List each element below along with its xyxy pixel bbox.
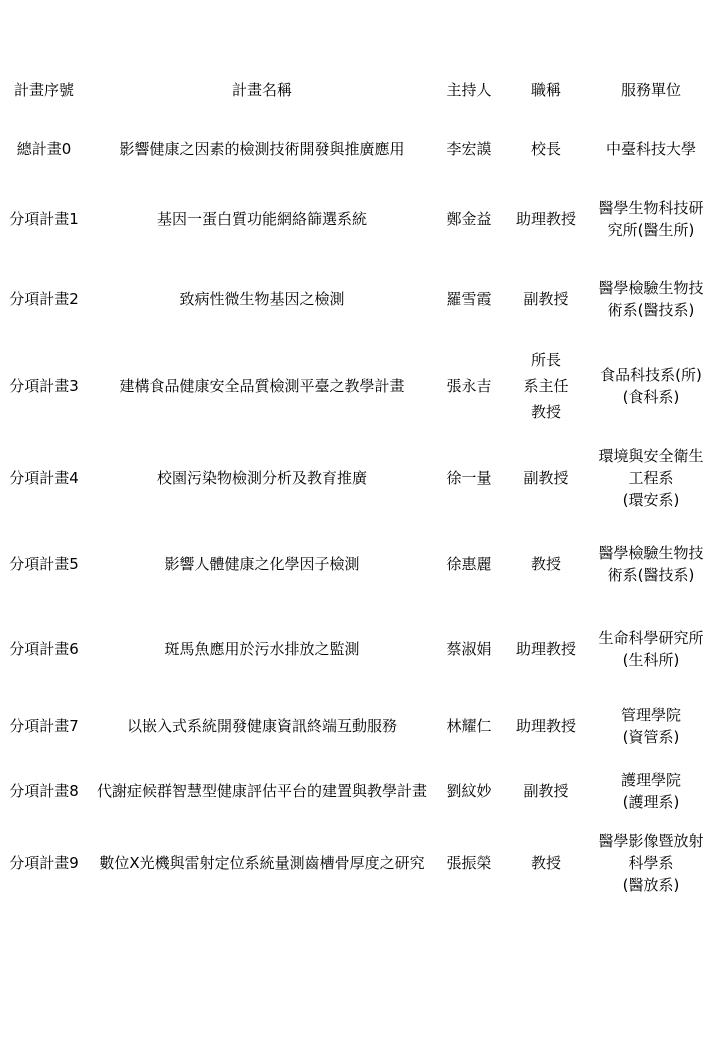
header-id: 計畫序號 (13, 81, 74, 99)
service-unit-line: (資管系) (622, 728, 680, 746)
pi-name-cell: 羅雪霞 (446, 290, 492, 308)
table-row (0, 700, 720, 752)
service-unit-cell (586, 128, 716, 170)
project-id-cell: 分項計畫6 (9, 640, 79, 658)
service-unit-line: 環境與安全衛生 (598, 447, 704, 465)
service-unit-line: 中臺科技大學 (605, 140, 696, 158)
service-unit-cell (586, 700, 716, 752)
service-unit-line: 醫學影像暨放射 (598, 832, 704, 850)
project-id-cell: 分項計畫8 (9, 782, 79, 800)
pi-name-cell: 劉紋妙 (446, 782, 492, 800)
project-name-cell: 基因一蛋白質功能網絡篩選系統 (156, 210, 367, 228)
service-unit-line: 護理學院 (620, 771, 681, 789)
header-title: 職稱 (530, 81, 561, 99)
service-unit-line: 食品科技系(所) (600, 366, 702, 384)
project-name-cell: 建構食品健康安全品質檢測平臺之教學計畫 (119, 377, 405, 395)
project-name-cell: 校園污染物檢測分析及教育推廣 (156, 469, 367, 487)
job-title-line: 副教授 (523, 782, 569, 800)
project-name-cell: 數位X光機與雷射定位系統量測齒槽骨厚度之研究 (99, 854, 425, 872)
project-id-cell: 分項計畫7 (9, 717, 79, 735)
project-id-cell: 分項計畫2 (9, 290, 79, 308)
project-name-cell: 影響人體健康之化學因子檢測 (164, 555, 360, 573)
table-row (0, 190, 720, 248)
job-title-line: 所長 (530, 351, 561, 369)
project-name-cell: 斑馬魚應用於污水排放之監測 (164, 640, 360, 658)
project-id-cell: 總計畫0 (16, 140, 72, 158)
job-title-cell (506, 190, 586, 248)
pi-name-cell: 徐一量 (446, 469, 492, 487)
job-title-cell (506, 700, 586, 752)
table-row (0, 128, 720, 170)
job-title-cell (506, 828, 586, 898)
pi-name-cell: 林耀仁 (446, 717, 492, 735)
job-title-cell (506, 620, 586, 678)
project-name-cell: 致病性微生物基因之檢測 (179, 290, 345, 308)
table-row (0, 620, 720, 678)
service-unit-cell (586, 620, 716, 678)
project-name-cell: 影響健康之因素的檢測技術開發與推廣應用 (119, 140, 405, 158)
project-id-cell: 分項計畫5 (9, 555, 79, 573)
service-unit-line: 生命科學研究所 (598, 629, 704, 647)
project-id-cell: 分項計畫4 (9, 469, 79, 487)
pi-name-cell: 蔡淑娟 (446, 640, 492, 658)
service-unit-cell (586, 190, 716, 248)
service-unit-line: (醫放系) (622, 876, 680, 894)
job-title-cell (506, 535, 586, 593)
service-unit-cell (586, 535, 716, 593)
job-title-line: 教授 (530, 854, 561, 872)
pi-name-cell: 鄭金益 (446, 210, 492, 228)
table-row (0, 350, 720, 422)
service-unit-line: 術系(醫技系) (607, 566, 695, 584)
service-unit-line: 醫學生物科技研 (598, 199, 704, 217)
job-title-line: 校長 (530, 140, 561, 158)
service-unit-line: (食科系) (622, 388, 680, 406)
service-unit-line: 科學系 (628, 854, 674, 872)
pi-name-cell: 張振榮 (446, 854, 492, 872)
service-unit-cell (586, 350, 716, 422)
table-row (0, 765, 720, 817)
service-unit-line: 醫學檢驗生物技 (598, 279, 704, 297)
project-name-cell: 以嵌入式系統開發健康資訊終端互動服務 (126, 717, 397, 735)
table-header (0, 70, 720, 110)
job-title-cell (506, 765, 586, 817)
job-title-cell (506, 350, 586, 422)
job-title-line: 副教授 (523, 469, 569, 487)
pi-name-cell: 徐惠麗 (446, 555, 492, 573)
job-title-line: 系主任 (523, 377, 569, 395)
service-unit-cell (586, 270, 716, 328)
pi-name-cell: 張永吉 (446, 377, 492, 395)
service-unit-cell (586, 828, 716, 898)
job-title-line: 教授 (530, 403, 561, 421)
header-unit: 服務單位 (620, 81, 681, 99)
table-row (0, 535, 720, 593)
service-unit-line: 術系(醫技系) (607, 301, 695, 319)
project-name-cell: 代謝症候群智慧型健康評估平台的建置與教學計畫 (96, 782, 427, 800)
service-unit-line: 管理學院 (620, 706, 681, 724)
service-unit-cell (586, 440, 716, 516)
job-title-line: 助理教授 (515, 210, 576, 228)
job-title-cell (506, 440, 586, 516)
project-id-cell: 分項計畫3 (9, 377, 79, 395)
header-pi: 主持人 (446, 81, 492, 99)
project-id-cell: 分項計畫9 (9, 854, 79, 872)
job-title-cell (506, 128, 586, 170)
job-title-line: 助理教授 (515, 640, 576, 658)
job-title-line: 助理教授 (515, 717, 576, 735)
table-row (0, 440, 720, 516)
header-name: 計畫名稱 (231, 81, 292, 99)
table-row (0, 828, 720, 898)
service-unit-line: (護理系) (622, 793, 680, 811)
project-id-cell: 分項計畫1 (9, 210, 79, 228)
service-unit-line: (環安系) (622, 491, 680, 509)
job-title-line: 副教授 (523, 290, 569, 308)
service-unit-cell (586, 765, 716, 817)
service-unit-line: 醫學檢驗生物技 (598, 544, 704, 562)
service-unit-line: 工程系 (628, 469, 674, 487)
pi-name-cell: 李宏謨 (446, 140, 492, 158)
table-row (0, 270, 720, 328)
service-unit-line: (生科所) (622, 651, 680, 669)
job-title-line: 教授 (530, 555, 561, 573)
service-unit-line: 究所(醫生所) (607, 221, 695, 239)
job-title-cell (506, 270, 586, 328)
